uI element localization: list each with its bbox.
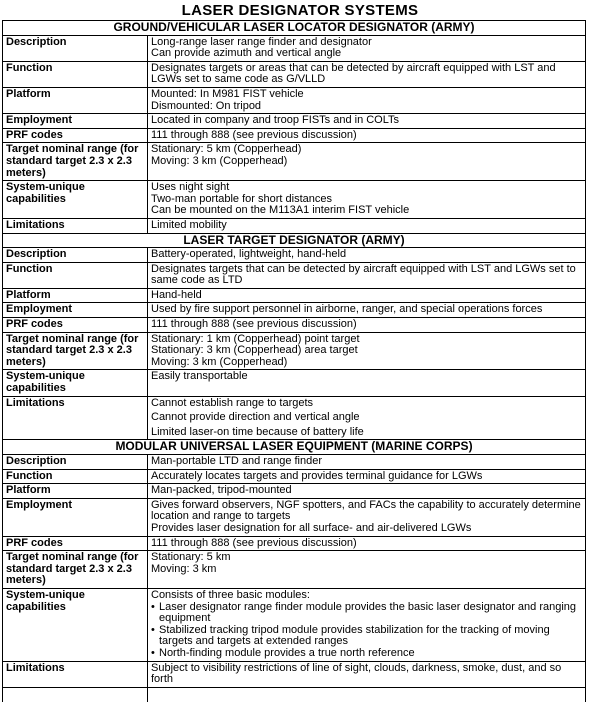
section-heading-row [3,21,586,36]
table-row [3,588,586,661]
row-value [148,396,586,440]
value-line: Long-range laser range finder and designator [151,35,372,48]
table-row [3,114,586,129]
value-line: Two-man portable for short distances [151,192,332,205]
table-row [3,61,586,87]
row-value [148,288,586,303]
section-heading: MODULAR UNIVERSAL LASER EQUIPMENT (MARINE CORPS) [3,440,586,455]
row-label: Target nominal range (for standard target 2.3 x 2.3 meters) [3,332,148,370]
row-value [148,114,586,129]
value-line: Can provide azimuth and vertical angle [151,47,342,60]
table-continuation [3,687,586,702]
value-line: Hand-held [151,288,202,301]
table-row [3,181,586,219]
row-label: Target nominal range (for standard target 2.3 x 2.3 meters) [3,143,148,181]
table-row [3,143,586,181]
row-label: Limitations [3,661,148,687]
row-value [148,661,586,687]
value-line: 111 through 888 (see previous discussion) [151,128,357,141]
table-row [3,498,586,536]
row-label: Function [3,469,148,484]
table-row [3,262,586,288]
row-label: Function [3,61,148,87]
row-value [148,128,586,143]
value-line: Consists of three basic modules: [151,588,310,601]
row-label: System-unique capabilities [3,588,148,661]
table-row [3,370,586,396]
row-label: Employment [3,498,148,536]
value-line: Stationary: 5 km [151,551,231,564]
value-line: Moving: 3 km (Copperhead) [151,154,288,167]
row-label: Platform [3,484,148,499]
row-value [148,61,586,87]
table-row [3,248,586,263]
row-value [148,181,586,219]
row-label: Limitations [3,218,148,233]
row-value [148,455,586,470]
row-value [148,370,586,396]
value-line: Stationary: 1 km (Copperhead) point target [151,332,360,345]
value-line: Cannot establish range to targets [151,396,314,409]
row-label: PRF codes [3,536,148,551]
value-line: Man-portable LTD and range finder [151,455,323,467]
row-value [148,35,586,61]
value-line: 111 through 888 (see previous discussion) [151,536,357,549]
module-list [151,602,582,660]
row-label: Target nominal range (for standard target 2.3 x 2.3 meters) [3,551,148,589]
row-label: Employment [3,114,148,129]
row-value [148,143,586,181]
document-title: LASER DESIGNATOR SYSTEMS [181,2,419,19]
list-item: • Laser designator range finder module provides the basic laser designator and ranging equipment [151,602,582,625]
laser-designator-table [2,20,586,702]
value-line: Designates targets that can be detected by aircraft equipped with LST and LGWs set to same code as LTD [151,262,576,287]
value-line: Dismounted: On tripod [151,99,262,112]
value-line: Moving: 3 km [151,562,217,575]
value-line: Located in company and troop FISTs and in COLTs [151,114,400,127]
table-row [3,455,586,470]
list-item: • Stabilized tracking tripod module provides stabilization for the tracking of moving targets and targets at extended ranges [151,625,582,648]
row-value [148,248,586,263]
value-line: Designates targets or areas that can be detected by aircraft equipped with LST and LGWs set to same code as G/VLLD [151,61,556,86]
table-row [3,661,586,687]
row-value [148,551,586,589]
row-label: Platform [3,87,148,113]
section-heading: LASER TARGET DESIGNATOR (ARMY) [3,233,586,248]
table-row [3,332,586,370]
table-row [3,396,586,440]
value-line: Provides laser designation for all surface- and air-delivered LGWs [151,521,472,534]
table-row [3,536,586,551]
row-value [148,87,586,113]
row-value [148,318,586,333]
value-line: Limited laser-on time because of battery life [151,425,364,438]
row-value [148,536,586,551]
value-line: Moving: 3 km (Copperhead) [151,355,288,368]
value-line: 111 through 888 (see previous discussion) [151,318,357,331]
row-label: Function [3,262,148,288]
value-line: Gives forward observers, NGF spotters, and FACs the capability to accurately determine location and range to targets [151,498,581,523]
row-value [148,262,586,288]
row-value [148,588,586,661]
table-row [3,484,586,499]
row-label: Limitations [3,396,148,440]
row-label: PRF codes [3,318,148,333]
row-label: Description [3,35,148,61]
row-label: Description [3,248,148,263]
value-line: Subject to visibility restrictions of line of sight, clouds, darkness, smoke, dust, and so forth [151,661,562,686]
value-line: Can be mounted on the M113A1 interim FIST vehicle [151,204,410,217]
value-line: Used by fire support personnel in airborne, ranger, and special operations forces [151,303,543,316]
table-row [3,469,586,484]
row-value [148,469,586,484]
table-row [3,303,586,318]
section-heading-row [3,440,586,455]
row-value [148,484,586,499]
table-row [3,87,586,113]
row-value [148,332,586,370]
value-line: Uses night sight [151,181,230,194]
row-value [148,218,586,233]
row-value [148,303,586,318]
value-line: Battery-operated, lightweight, hand-held [151,248,347,261]
value-line: Stationary: 5 km (Copperhead) [151,143,302,156]
section-heading-row [3,233,586,248]
row-value [148,498,586,536]
row-label: PRF codes [3,128,148,143]
value-line: Man-packed, tripod-mounted [151,484,292,497]
row-label: System-unique capabilities [3,370,148,396]
continuation-cell [3,687,148,702]
table-row [3,288,586,303]
row-label: Employment [3,303,148,318]
table-row [3,551,586,589]
row-label: System-unique capabilities [3,181,148,219]
continuation-cell [148,687,586,702]
value-line: Limited mobility [151,218,227,231]
value-line: Accurately locates targets and provides terminal guidance for LGWs [151,469,483,482]
table-row [3,128,586,143]
table-row [3,218,586,233]
table-row [3,318,586,333]
value-line: Cannot provide direction and vertical angle [151,411,360,424]
value-line: Easily transportable [151,370,248,383]
section-heading: GROUND/VEHICULAR LASER LOCATOR DESIGNATOR (ARMY) [3,21,586,36]
value-line: Mounted: In M981 FIST vehicle [151,87,304,100]
row-label: Platform [3,288,148,303]
list-item: • North-finding module provides a true north reference [151,648,582,660]
value-line: Stationary: 3 km (Copperhead) area target [151,344,358,357]
row-label: Description [3,455,148,470]
table-row [3,35,586,61]
